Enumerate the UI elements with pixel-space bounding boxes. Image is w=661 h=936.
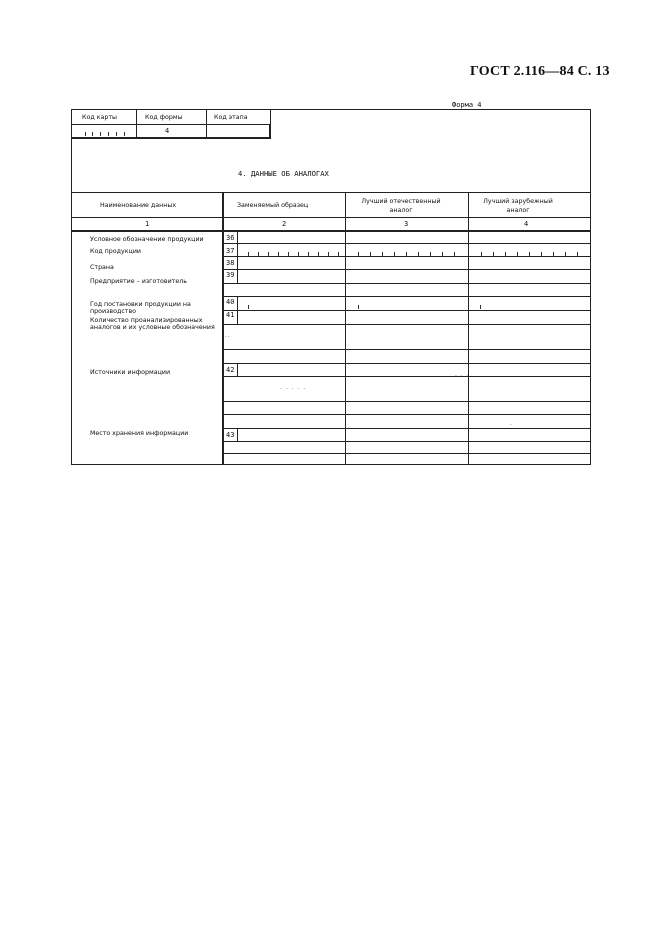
divider xyxy=(223,243,590,244)
column-number-1: 1 xyxy=(145,220,150,228)
card-code-label: Код карты xyxy=(82,114,117,121)
row-label-country: Страна xyxy=(90,264,114,271)
divider xyxy=(223,349,590,350)
form-code-value: 4 xyxy=(165,127,170,135)
page-header: ГОСТ 2.116—84 С. 13 xyxy=(470,64,610,79)
divider xyxy=(223,363,590,364)
form-label: Форма 4 xyxy=(452,101,482,109)
divider xyxy=(223,283,590,284)
column-number-4: 4 xyxy=(524,220,529,228)
column-header-domestic-analog: Лучший отечественный аналог xyxy=(361,198,441,214)
divider xyxy=(223,441,590,442)
row-code-40: 40 xyxy=(226,298,235,306)
row-code-42: 42 xyxy=(226,366,235,374)
section-title: 4. ДАННЫЕ ОБ АНАЛОГАХ xyxy=(238,169,329,178)
divider xyxy=(269,124,271,138)
row-code-39: 39 xyxy=(226,271,235,279)
row-code-38: 38 xyxy=(226,259,235,267)
stage-code-field[interactable] xyxy=(207,125,269,137)
divider xyxy=(223,310,590,311)
card-code-field[interactable] xyxy=(72,125,136,137)
column-header-name: Наименование данных xyxy=(100,202,177,209)
divider xyxy=(223,256,590,257)
column-header-replaced-sample: Заменяемый образец xyxy=(237,202,309,209)
divider xyxy=(223,428,590,429)
column-number-3: 3 xyxy=(404,220,409,228)
analogs-form-frame xyxy=(71,109,591,465)
dotted-mark: .. xyxy=(225,332,231,339)
divider xyxy=(223,453,590,454)
divider xyxy=(72,217,590,218)
row-label-product-code: Код продукции xyxy=(90,248,141,255)
divider xyxy=(237,428,238,441)
divider xyxy=(72,192,590,193)
divider xyxy=(72,137,271,139)
row-label-storage-place: Место хранения информации xyxy=(90,430,189,437)
divider xyxy=(223,324,590,325)
row-code-41: 41 xyxy=(226,311,235,319)
column-header-foreign-analog: Лучший зарубежный аналог xyxy=(483,198,553,214)
row-code-36: 36 xyxy=(226,234,235,242)
divider xyxy=(237,364,238,376)
column-number-2: 2 xyxy=(282,220,287,228)
divider xyxy=(468,192,469,465)
row-label-production-year: Год постановки продукции на производство xyxy=(90,301,191,315)
divider xyxy=(345,192,346,465)
divider xyxy=(223,376,590,377)
dotted-mark: . . . . . xyxy=(280,384,307,391)
dotted-mark: . xyxy=(510,420,513,427)
year-tick xyxy=(248,305,249,309)
divider xyxy=(237,231,238,284)
year-tick xyxy=(480,305,481,309)
divider xyxy=(223,401,590,402)
row-code-37: 37 xyxy=(226,247,235,255)
dotted-mark: . . . xyxy=(455,371,470,378)
divider xyxy=(223,296,590,297)
year-tick xyxy=(358,305,359,309)
row-label-designation: Условное обозначение продукции xyxy=(90,236,204,243)
product-code-field-col4[interactable] xyxy=(469,250,590,256)
divider xyxy=(222,192,224,465)
divider xyxy=(223,414,590,415)
row-label-sources: Источники информации xyxy=(90,369,171,376)
product-code-field-col2[interactable] xyxy=(238,250,345,256)
stage-code-label: Код этапа xyxy=(214,114,248,121)
divider xyxy=(72,230,590,232)
row-code-43: 43 xyxy=(226,431,235,439)
divider xyxy=(223,269,590,270)
row-label-manufacturer: Предприятие – изготовитель xyxy=(90,278,187,285)
product-code-field-col3[interactable] xyxy=(346,250,468,256)
form-code-label: Код формы xyxy=(145,114,183,121)
row-label-analogs-count: Количество проанализированных аналогов и их условные обозначения xyxy=(90,317,215,331)
